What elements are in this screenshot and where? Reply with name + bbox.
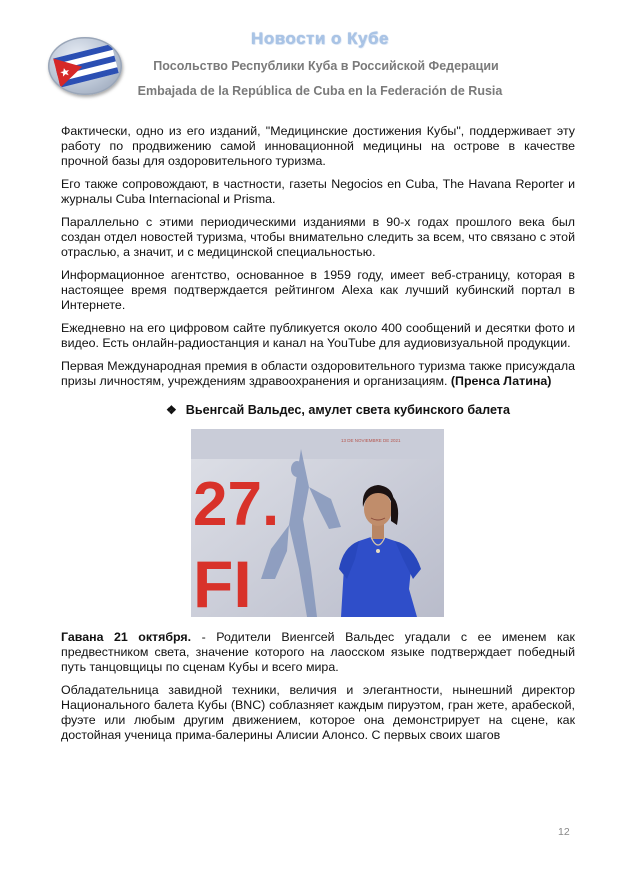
article2-lead-text: - Родители Виенгсей Вальдес угадали с ее именем как предвестником света, значение которого на лаосском языке подтверждает победный путь танцовщицы по сценам Кубы и всего мира. <box>61 630 575 674</box>
article-heading <box>61 403 575 418</box>
embassy-name-russian: Посольство Республики Куба в Российской Федерации <box>153 59 499 73</box>
ballerina-photo <box>191 429 444 617</box>
dateline: Гавана 21 октября. <box>61 630 192 644</box>
diamond-bullet-icon: ❖ <box>166 403 177 417</box>
article-paragraph: Информационное агентство, основанное в 1959 году, имеет веб-страницу, которая в настоящее время подтверждается рейтингом Alexa как лучший кубинский портал в Интернете. <box>61 268 575 312</box>
poster-letters: FI <box>193 547 252 617</box>
page-content <box>61 124 575 751</box>
article2-paragraph: Обладательница завидной техники, величия и элегантности, нынешний директор Национального балета Кубы (BNC) соблазняет каждым пируэтом, гран жете, арабеской, фуэте или любым другим движением, которое она демонстрирует на сцене, как достойная ученица прима-балерины Алисии Алонсо. С первых своих шагов <box>61 683 575 742</box>
article-last-text: Первая Международная премия в области оздоровительного туризма также присуждала призы личностям, учреждениям здравоохранения и организациям. <box>61 359 575 388</box>
article-heading-text: Вьенгсай Вальдес, амулет света кубинского балета <box>185 403 510 417</box>
embassy-name-spanish: Embajada de la República de Cuba en la Federación de Rusia <box>137 84 503 98</box>
page-header <box>0 0 618 110</box>
article-paragraph: Ежедневно на его цифровом сайте публикуется около 400 сообщений и десятки фото и видео. Есть онлайн-радиостанция и канал на YouTube для аудиовизуальной продукции. <box>61 321 575 350</box>
article-source: (Пренса Латина) <box>450 374 552 388</box>
poster-number: 27. <box>193 470 280 539</box>
poster-small-text: 13 DE NOVIEMBRE DE 2021 <box>341 438 401 443</box>
photo-illustration <box>191 429 444 617</box>
article-paragraph-last <box>61 359 575 389</box>
article-paragraph: Его также сопровождают, в частности, газеты Negocios en Cuba, The Havana Reporter и журналы Cuba Internacional и Prisma. <box>61 177 575 206</box>
newsletter-title: Новости о Кубе <box>251 29 389 48</box>
article2-lead <box>61 630 575 675</box>
article-paragraph: Фактически, одно из его изданий, "Медицинские достижения Кубы", поддерживает эту работу по продвижению самой инновационной медицины на острове в качестве прочной базы для оздоровительного туризма. <box>61 124 575 168</box>
page-number: 12 <box>558 826 570 838</box>
article-paragraph: Параллельно с этими периодическими изданиями в 90-х годах прошлого века был создан отдел новостей туризма, чтобы внимательно следить за всем, что связано с этой отраслью, а значит, и с медицинской специальностью. <box>61 215 575 259</box>
